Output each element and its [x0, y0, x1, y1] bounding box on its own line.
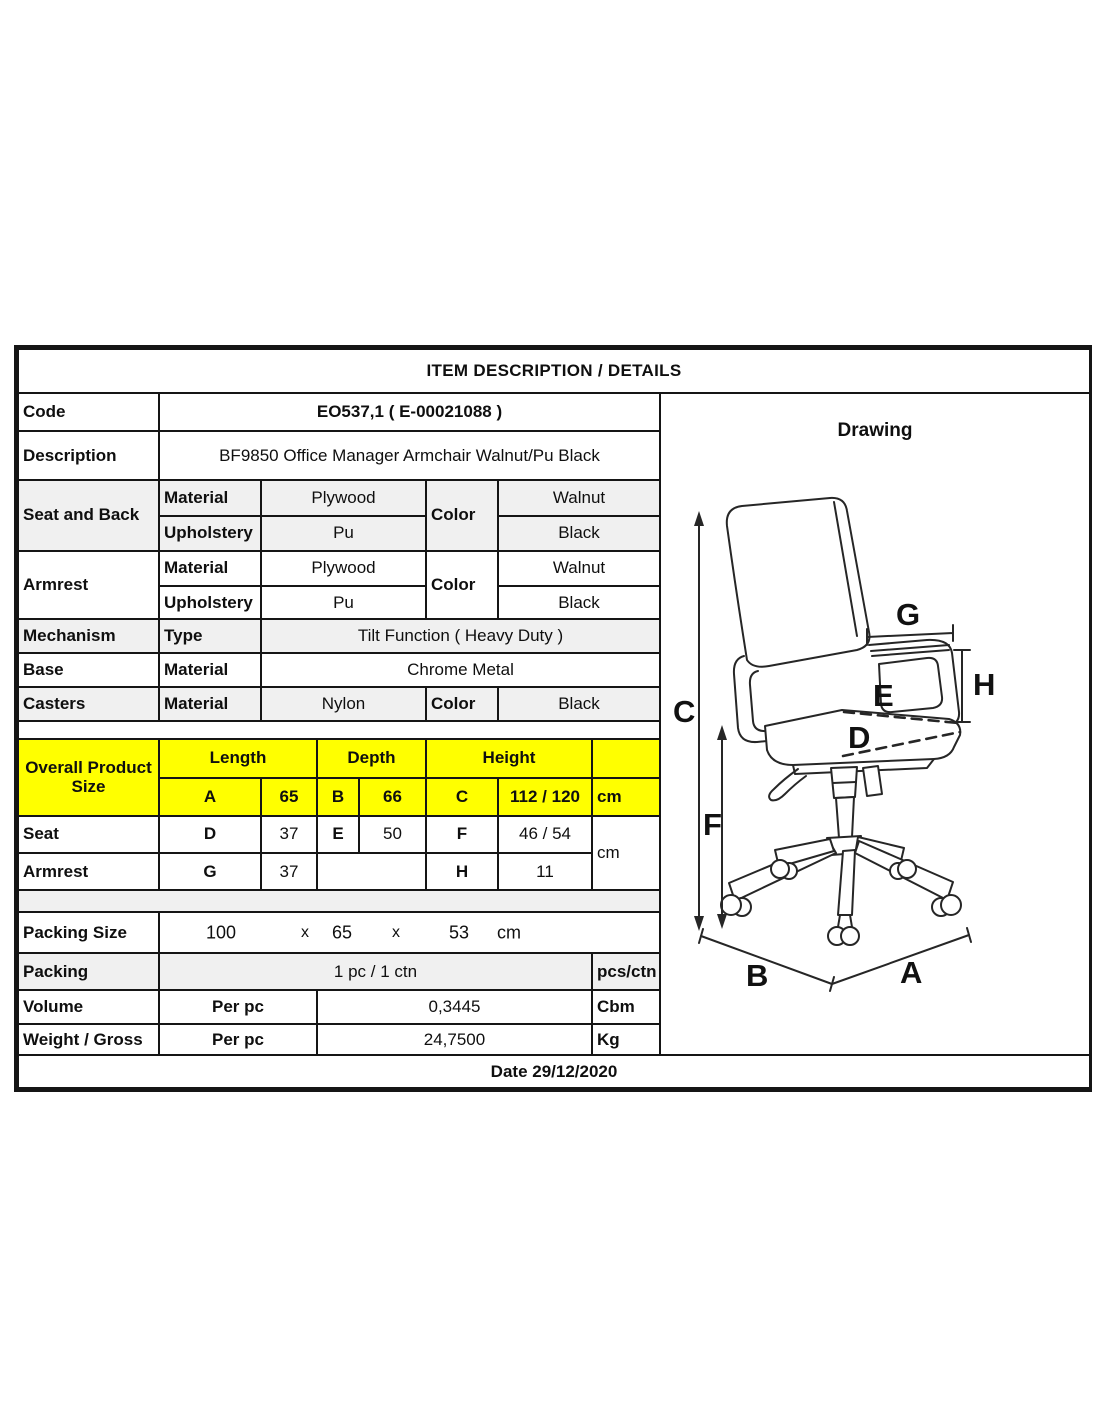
dim-letter-f: F — [703, 807, 722, 842]
armrest-dim-label: Armrest — [18, 853, 159, 890]
dim-letter-c: C — [673, 694, 696, 729]
seat-back-upholstery-label: Upholstery — [159, 516, 261, 551]
dim-g-value: 37 — [261, 853, 317, 890]
length-header: Length — [159, 739, 317, 778]
seat-dim-label: Seat — [18, 816, 159, 854]
armrest-label: Armrest — [18, 551, 159, 620]
weight-per: Per pc — [159, 1024, 317, 1055]
weight-value: 24,7500 — [317, 1024, 592, 1055]
dim-h-value: 11 — [498, 853, 592, 890]
page-title: ITEM DESCRIPTION / DETAILS — [18, 349, 1090, 393]
armrest-color-label: Color — [426, 551, 498, 620]
depth-header: Depth — [317, 739, 426, 778]
seat-unit: cm — [592, 816, 660, 891]
volume-label: Volume — [18, 990, 159, 1024]
weight-unit: Kg — [592, 1024, 660, 1055]
weight-label: Weight / Gross — [18, 1024, 159, 1055]
mechanism-type-label: Type — [159, 619, 261, 653]
seat-back-material-value: Plywood — [261, 480, 426, 516]
description-value: BF9850 Office Manager Armchair Walnut/Pu Black — [159, 431, 660, 480]
packing-size-label: Packing Size — [18, 912, 159, 953]
seat-back-material-color: Walnut — [498, 480, 660, 516]
dim-letter-g: G — [896, 597, 921, 632]
dim-d-key: D — [159, 816, 261, 854]
spec-table — [17, 348, 1091, 1089]
size-header-empty-cell — [592, 739, 660, 778]
drawing-title: Drawing — [837, 420, 913, 441]
base-label: Base — [18, 653, 159, 687]
dim-e-key: E — [317, 816, 359, 854]
dim-g-key: G — [159, 853, 261, 890]
seat-back-upholstery-value: Pu — [261, 516, 426, 551]
dim-b-value: 66 — [359, 778, 426, 816]
armrest-material-color: Walnut — [498, 551, 660, 587]
spec-table-wrapper — [14, 345, 1092, 1092]
dim-d-value: 37 — [261, 816, 317, 854]
spacer-cell — [18, 721, 660, 739]
base-material-label: Material — [159, 653, 261, 687]
dim-letter-d: D — [848, 720, 871, 755]
dim-a-key: A — [159, 778, 261, 816]
mechanism-type-value: Tilt Function ( Heavy Duty ) — [261, 619, 660, 653]
dim-h-key: H — [426, 853, 498, 890]
date-value: Date 29/12/2020 — [18, 1055, 1090, 1088]
casters-color-value: Black — [498, 687, 660, 721]
dim-letter-e: E — [873, 678, 894, 713]
casters-material-value: Nylon — [261, 687, 426, 721]
casters-color-label: Color — [426, 687, 498, 721]
seat-back-material-label: Material — [159, 480, 261, 516]
date-row — [18, 1055, 1090, 1088]
spacer-cell — [18, 890, 660, 912]
overall-size-label: Overall Product Size — [18, 739, 159, 816]
dim-f-value: 46 / 54 — [498, 816, 592, 854]
volume-unit: Cbm — [592, 990, 660, 1024]
code-value: EO537,1 ( E-00021088 ) — [159, 393, 660, 431]
height-header: Height — [426, 739, 592, 778]
mechanism-label: Mechanism — [18, 619, 159, 653]
armrest-upholstery-color: Black — [498, 586, 660, 619]
dim-c-value: 112 / 120 — [498, 778, 592, 816]
packing-value: 1 pc / 1 ctn — [159, 953, 592, 990]
packing-size-x1: x — [301, 923, 309, 941]
packing-unit: pcs/ctn — [592, 953, 660, 990]
dim-letter-a: A — [900, 955, 923, 990]
dim-b-key: B — [317, 778, 359, 816]
casters-label: Casters — [18, 687, 159, 721]
dim-letter-b: B — [746, 958, 769, 993]
title-row — [18, 349, 1090, 393]
armrest-upholstery-label: Upholstery — [159, 586, 261, 619]
drawing-area — [665, 394, 1085, 1054]
overall-unit: cm — [592, 778, 660, 816]
code-label: Code — [18, 393, 159, 431]
drawing-cell — [660, 393, 1090, 1055]
packing-label: Packing — [18, 953, 159, 990]
dim-e-value: 50 — [359, 816, 426, 854]
seat-back-upholstery-color: Black — [498, 516, 660, 551]
seat-back-color-label: Color — [426, 480, 498, 551]
armrest-dim-empty-cell — [317, 853, 426, 890]
volume-value: 0,3445 — [317, 990, 592, 1024]
packing-size-height: 53 — [448, 922, 470, 943]
chair-technical-drawing — [665, 394, 1090, 1054]
dim-f-key: F — [426, 816, 498, 854]
seat-back-label: Seat and Back — [18, 480, 159, 551]
volume-per: Per pc — [159, 990, 317, 1024]
casters-material-label: Material — [159, 687, 261, 721]
code-row — [18, 393, 1090, 431]
armrest-upholstery-value: Pu — [261, 586, 426, 619]
dim-letter-h: H — [973, 667, 996, 702]
dim-a-value: 65 — [261, 778, 317, 816]
dim-c-key: C — [426, 778, 498, 816]
packing-size-value-cell — [159, 912, 660, 953]
packing-size-unit: cm — [497, 922, 521, 943]
packing-size-width: 65 — [331, 922, 353, 943]
armrest-material-label: Material — [159, 551, 261, 587]
base-material-value: Chrome Metal — [261, 653, 660, 687]
description-label: Description — [18, 431, 159, 480]
packing-size-length: 100 — [205, 922, 237, 943]
packing-size-x2: x — [392, 923, 400, 941]
armrest-material-value: Plywood — [261, 551, 426, 587]
